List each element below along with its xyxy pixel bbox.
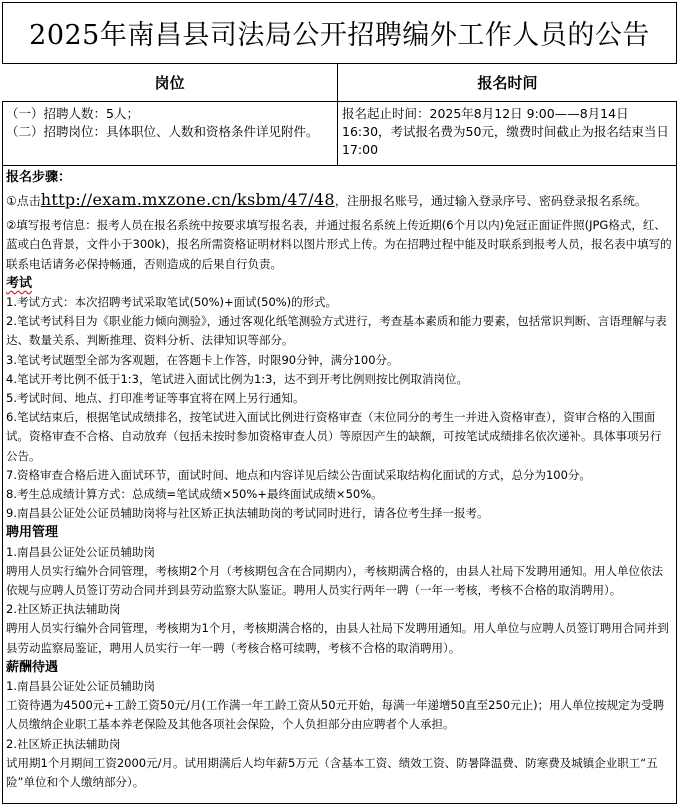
salary-item-2: 工资待遇为4500元+工龄工资50元/月(工作满一年工龄工资从50元开始，每满一年递增50直至250元止)；用人单位按规定为受聘人员缴纳企业职工基本养老保险及其他各项社会保险，个人负担部分由应聘者个人承担。 bbox=[6, 698, 665, 732]
hiring-item-3: 2.社区矫正执法辅助岗 bbox=[6, 602, 121, 617]
exam-item-3: 3.笔试考试题型全部为客观题，在答题卡上作答，时限90分钟，满分100分。 bbox=[6, 352, 399, 367]
exam-item-7: 7.资格审查合格后进入面试环节，面试时间、地点和内容详见后续公告面试采取结构化面试的方式，总分为100分。 bbox=[6, 467, 591, 482]
hiring-item-1: 1.南昌县公证处公证员辅助岗 bbox=[6, 544, 155, 559]
registration-time-cell: 报名起止时间：2025年8月12日 9:00——8月14日 16:30，考试报名费为50元，缴费时间截止为报名结束当日17:00 bbox=[338, 102, 677, 166]
step-1-suffix: ，注册报名账号，通过输入登录序号、密码登录报名系统。 bbox=[334, 194, 647, 209]
step-1-prefix: ①点击 bbox=[6, 194, 41, 209]
exam-item-2: 2.笔试考试科目为《职业能力倾向测验》，通过客观化纸笔测验方式进行，考查基本素质和能力要素，包括常识判断、言语理解与表达、数量关系、判断推理、资料分析、法律知识等部分。 bbox=[6, 314, 667, 348]
salary-item-1: 1.南昌县公证处公证员辅助岗 bbox=[6, 679, 155, 694]
positions-cell bbox=[2, 102, 338, 166]
recruit-posts: （二）招聘岗位：具体职位、人数和资格条件详见附件。 bbox=[6, 124, 319, 139]
notice-title: 2025年南昌县司法局公开招聘编外工作人员的公告 bbox=[2, 2, 677, 64]
salary-heading: 薪酬待遇 bbox=[6, 659, 59, 675]
salary-item-3: 2.社区矫正执法辅助岗 bbox=[6, 736, 121, 751]
exam-item-1: 1.考试方式：本次招聘考试采取笔试(50%)+面试(50%)的形式。 bbox=[6, 295, 338, 310]
exam-item-6: 6.笔试结束后，根据笔试成绩排名，按笔试进入面试比例进行资格审查（末位同分的考生一并进入资格审查），资审合格的入围面试。资格审查不合格、自动放弃（包括未按时参加资格审查人员）等原因产生的缺额，可按笔试成绩排名依次递补。具体事项另行公告。 bbox=[6, 410, 662, 463]
step-1 bbox=[6, 189, 672, 212]
hiring-heading: 聘用管理 bbox=[6, 525, 59, 541]
recruit-count: （一）招聘人数：5人； bbox=[6, 106, 139, 121]
exam-item-8: 8.考生总成绩计算方式：总成绩=笔试成绩×50%+最终面试成绩×50%。 bbox=[6, 487, 383, 502]
exam-item-9: 9.南昌县公证处公证员辅助岗将与社区矫正执法辅助岗的考试同时进行，请各位考生择一报考。 bbox=[6, 506, 489, 521]
exam-item-5: 5.考试时间、地点、打印准考证等事宜将在网上另行通知。 bbox=[6, 391, 305, 406]
header-position: 岗位 bbox=[2, 64, 338, 102]
exam-item-4: 4.笔试开考比例不低于1:3，笔试进入面试比例为1:3，达不到开考比例则按比例取消岗位。 bbox=[6, 371, 468, 386]
exam-heading bbox=[6, 274, 672, 293]
steps-heading: 报名步骤： bbox=[6, 170, 72, 185]
registration-link[interactable]: http://exam.mxzone.cn/ksbm/47/48 bbox=[40, 190, 335, 210]
hiring-item-2: 聘用人员实行编外合同管理，考核期2个月（考核期包含在合同期内），考核期满合格的，由县人社局下发聘用通知。用人单位依法依规与应聘人员签订劳动合同并到县劳动监察大队鉴证。聘用人员实行两年一聘（一年一考核，考核不合格的取消聘用）。 bbox=[6, 563, 664, 598]
notice-body bbox=[2, 166, 677, 792]
header-registration-time: 报名时间 bbox=[338, 64, 677, 102]
hiring-item-4: 聘用人员实行编外合同管理，考核期为1个月，考核期满合格的，由县人社局下发聘用通知。用人单位与应聘人员签订聘用合同并到县劳动监察局鉴证，聘用人员实行一年一聘（考核合格可续聘，考核不合格的取消聘用）。 bbox=[6, 621, 669, 655]
salary-item-4: 试用期1个月期间工资2000元/月。试用期满后人均年薪5万元（含基本工资、绩效工资、防暑降温费、防寒费及城镇企业职工“五险”单位和个人缴纳部分）。 bbox=[6, 755, 658, 790]
step-2: ②填写报考信息：报考人员在报名系统中按要求填写报名表，并通过报名系统上传近期(6个月以内)免冠正面证件照(JPG格式，红、蓝或白色背景，文件小于300k)，报名所需资格证明材料以图片形式上传。为在招聘过程中能及时联系到报考人员，报名表中填写的联系电话请务必保持畅通，否则造成的后果自行负责。 bbox=[6, 218, 672, 271]
exam-heading-text: 考试 bbox=[6, 275, 33, 291]
